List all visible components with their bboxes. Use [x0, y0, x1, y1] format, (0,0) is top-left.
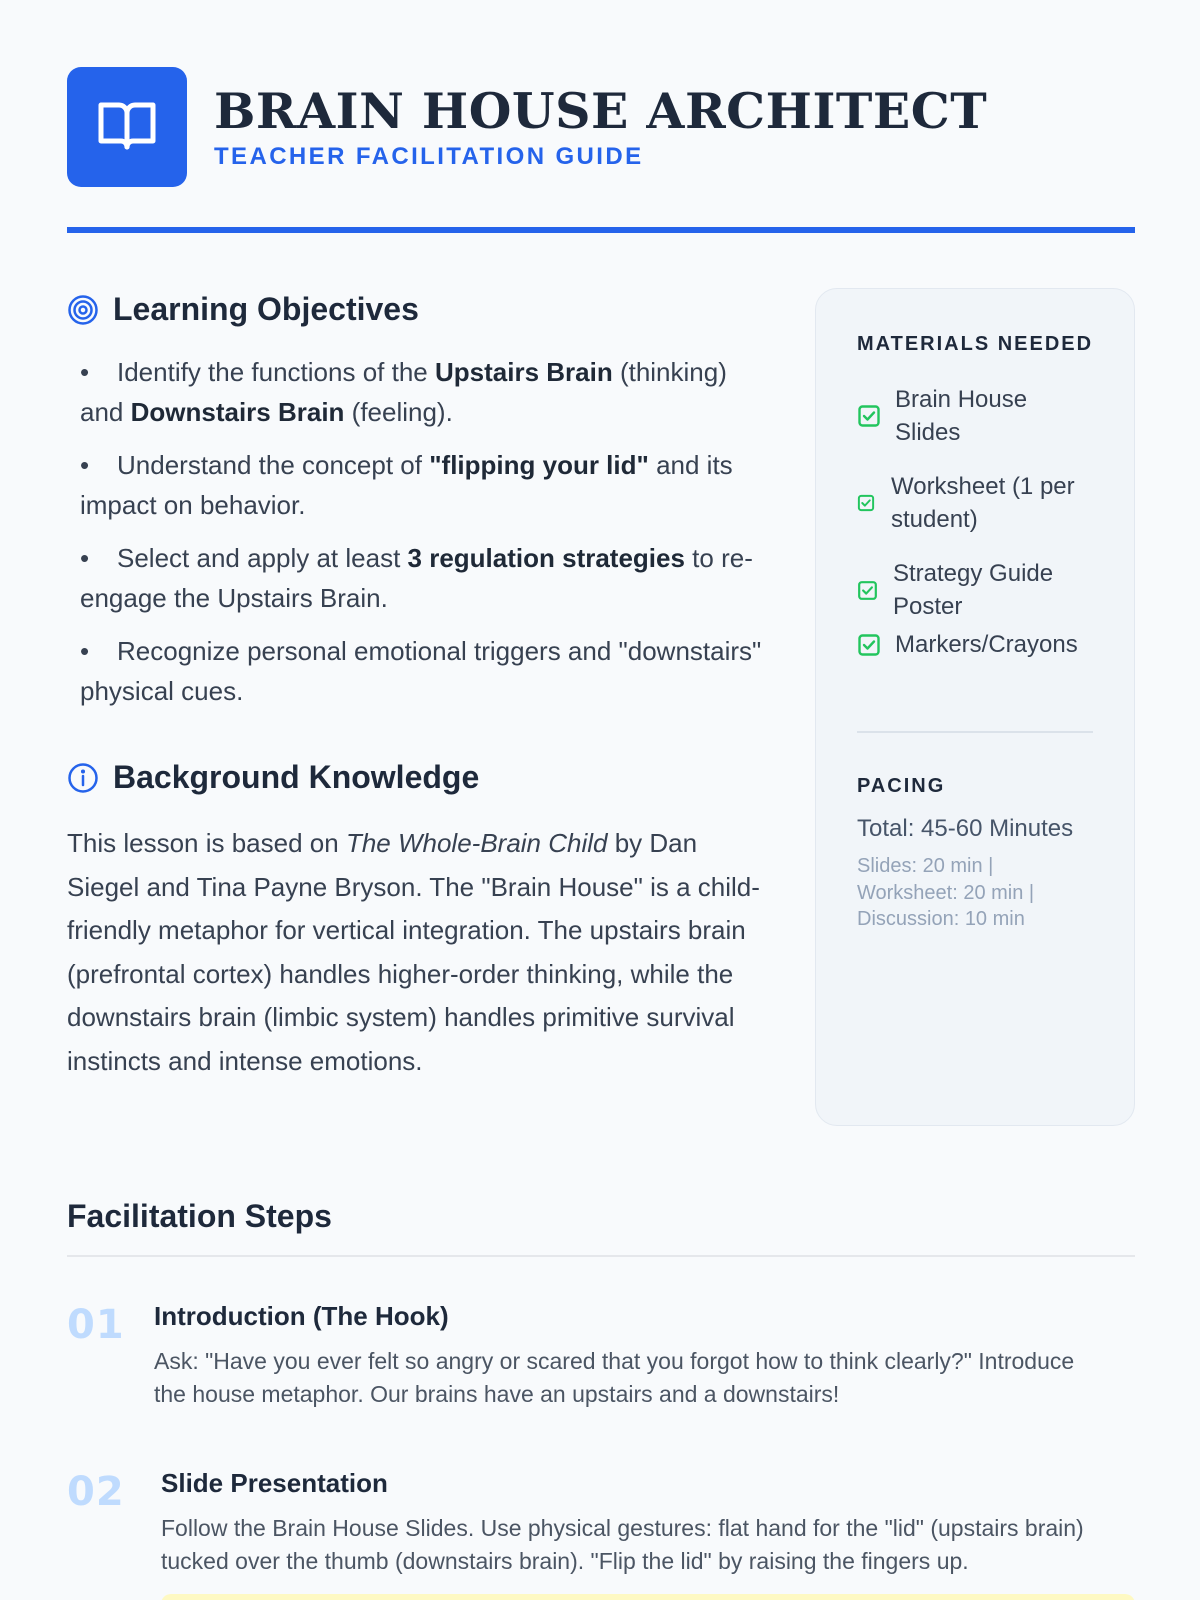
objective-item — [80, 538, 770, 618]
step-description: Follow the Brain House Slides. Use physical gestures: flat hand for the "lid" (upstairs brain) tucked over the thumb (downstairs brain). "Flip the lid" by raising the fingers up. — [161, 1515, 1084, 1574]
facilitation-heading: Facilitation Steps — [67, 1198, 332, 1234]
step-description: Ask: "Have you ever felt so angry or scared that you forgot how to think clearly?" Introduce the house metaphor. Our brains have an upstairs and a downstairs! — [154, 1348, 1075, 1407]
material-item — [857, 557, 1093, 623]
objective-text: Downstairs Brain — [130, 397, 345, 427]
step-title: Introduction (The Hook) — [154, 1301, 449, 1331]
pacing-detail: Slides: 20 min | Worksheet: 20 min | Discussion: 10 min — [857, 855, 1035, 930]
page-subtitle: TEACHER FACILITATION GUIDE — [214, 143, 644, 170]
objectives-heading — [67, 291, 419, 328]
checkbox-checked-icon — [857, 494, 875, 512]
material-label: Worksheet (1 per student) — [891, 473, 1075, 533]
checkbox-checked-icon — [857, 404, 881, 428]
background-heading-label: Background Knowledge — [113, 759, 480, 795]
objective-item — [80, 445, 770, 525]
objective-item — [80, 352, 770, 432]
step-number: 02 — [67, 1469, 125, 1515]
objective-text: to re-engage the Upstairs Brain. — [80, 543, 753, 613]
objective-text: "flipping your lid" — [429, 450, 649, 480]
objective-text: and its impact on behavior. — [80, 450, 733, 520]
target-icon — [67, 294, 99, 326]
background-text-segment: This lesson is based on — [67, 828, 346, 858]
objective-text: 3 regulation strategies — [407, 543, 685, 573]
objective-text: Select and apply at least — [117, 543, 408, 573]
objectives-heading-label: Learning Objectives — [113, 291, 419, 327]
info-icon — [67, 762, 99, 794]
objective-text: Understand the concept of — [117, 450, 430, 480]
objective-text: (feeling). — [344, 397, 453, 427]
objective-text: Identify the functions of the — [117, 357, 435, 387]
page-title: BRAIN HOUSE ARCHITECT — [214, 82, 988, 140]
material-label: Strategy Guide Poster — [893, 560, 1054, 620]
checkbox-checked-icon — [857, 633, 881, 657]
bullet-icon: • — [80, 543, 90, 573]
background-text-segment: by Dan Siegel and Tina Payne Bryson. The "Brain House" is a child-friendly metaphor for vertical integration. The upstairs brain (prefrontal cortex) handles higher-order thinking, while the downstairs brain (limbic system) handles primitive survival instincts and intense emotions. — [67, 828, 760, 1076]
logo-badge — [67, 67, 187, 187]
objective-text: Recognize personal emotional triggers and "downstairs" physical cues. — [80, 636, 762, 706]
material-label: Markers/Crayons — [895, 631, 1078, 658]
material-item — [857, 470, 1096, 536]
book-title: The Whole-Brain Child — [345, 828, 608, 858]
objective-text: Upstairs Brain — [434, 357, 613, 387]
step-number: 01 — [67, 1302, 125, 1348]
checkbox-checked-icon — [857, 580, 878, 601]
pacing-heading: PACING — [857, 775, 946, 797]
background-heading — [67, 759, 479, 796]
material-label: Brain House Slides — [895, 386, 1028, 446]
materials-card — [815, 288, 1135, 1126]
material-item — [857, 628, 1078, 661]
objective-text: (thinking) and — [80, 357, 727, 427]
card-divider — [857, 731, 1093, 733]
bullet-icon: • — [80, 450, 90, 480]
objectives-list — [80, 352, 770, 724]
tip-callout — [161, 1594, 1135, 1600]
header-divider — [67, 227, 1135, 233]
bullet-icon: • — [80, 636, 90, 666]
open-book-icon — [95, 93, 159, 162]
pacing-total: Total: 45-60 Minutes — [857, 815, 1074, 842]
facilitation-divider — [67, 1255, 1135, 1257]
material-item — [857, 383, 1055, 449]
step-title: Slide Presentation — [161, 1468, 388, 1498]
bullet-icon: • — [80, 357, 90, 387]
materials-heading: MATERIALS NEEDED — [857, 333, 1094, 355]
objective-item — [80, 631, 770, 711]
background-paragraph — [67, 822, 767, 1083]
